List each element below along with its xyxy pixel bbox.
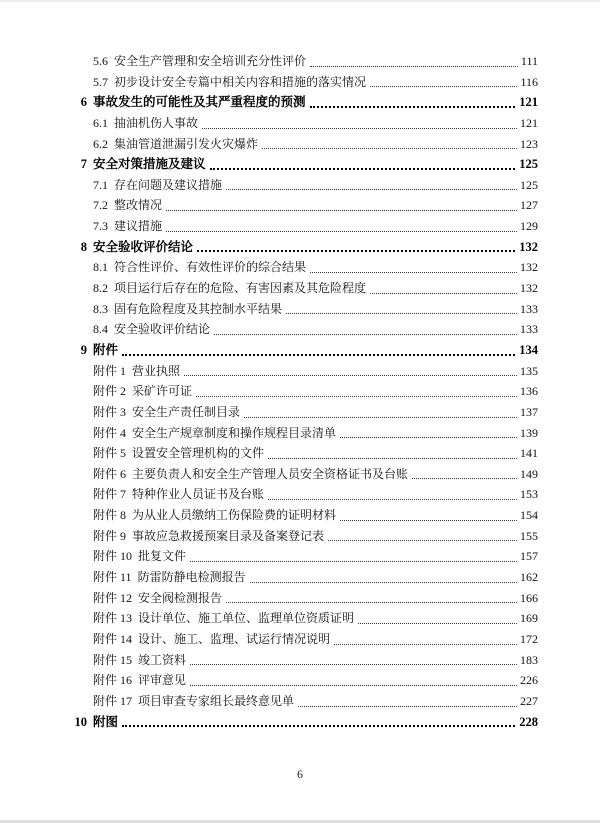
toc-entry [93, 526, 538, 547]
dot-leader [262, 148, 517, 149]
toc-entry-page: 133 [520, 301, 538, 316]
toc-entry-title: 事故发生的可能性及其严重程度的预测 [93, 95, 306, 110]
toc-entry-page: 157 [520, 549, 538, 564]
toc-entry-page: 139 [520, 425, 538, 440]
toc-entry-number: 附件 11 [93, 570, 132, 585]
dot-leader [310, 272, 517, 273]
dot-leader [334, 644, 517, 645]
toc-entry-number: 8.2 [93, 281, 108, 296]
dot-leader [358, 623, 517, 624]
toc-entry-title: 安全生产管理和安全培训充分性评价 [114, 54, 307, 68]
dot-leader [196, 396, 517, 397]
toc-list [74, 51, 538, 732]
dot-leader [340, 520, 517, 521]
dot-leader [268, 499, 517, 500]
toc-entry-number: 附件 12 [93, 590, 133, 605]
toc-entry-title: 设置安全管理机构的文件 [132, 446, 265, 461]
dot-leader [370, 86, 517, 87]
toc-entry-title: 项目运行后存在的危险、有害因素及其危险程度 [114, 281, 367, 296]
dot-leader [268, 458, 517, 459]
dot-leader [226, 602, 517, 603]
toc-entry-number: 附件 16 [93, 673, 133, 688]
toc-entry [74, 154, 538, 175]
scan-edge-top [0, 0, 600, 2]
toc-entry-page: 121 [519, 95, 538, 110]
toc-entry-number: 6 [80, 95, 87, 110]
toc-entry-number: 附件 5 [93, 446, 127, 461]
toc-entry [93, 72, 538, 93]
toc-entry [93, 650, 538, 671]
toc-entry [74, 92, 538, 113]
toc-entry-number: 附件 15 [93, 652, 133, 667]
dot-leader [310, 106, 516, 108]
dot-leader [310, 66, 518, 67]
toc-entry-number: 附件 6 [93, 466, 127, 481]
toc-entry-page: 169 [520, 611, 538, 626]
dot-leader [298, 706, 517, 707]
toc-entry-number: 6.2 [93, 136, 108, 151]
dot-leader [190, 685, 517, 686]
toc-entry-page: 129 [520, 219, 538, 234]
toc-entry [93, 423, 538, 444]
dot-leader [370, 293, 517, 294]
toc-entry-page: 121 [520, 115, 538, 130]
toc-entry-number: 附件 17 [93, 693, 133, 708]
toc-entry-number: 10 [74, 714, 87, 729]
toc-entry-title: 安全生产责任制目录 [132, 404, 241, 419]
toc-entry-page: 111 [520, 54, 538, 68]
toc-entry [93, 546, 538, 567]
toc-entry-title: 附件 [93, 342, 119, 357]
toc-entry [93, 629, 538, 650]
dot-leader [226, 189, 517, 190]
toc-entry-number: 6.1 [93, 115, 108, 130]
toc-entry-title: 营业执照 [132, 363, 181, 378]
toc-entry-page: 226 [520, 673, 538, 688]
toc-entry-title: 事故应急救援预案目录及备案登记表 [132, 528, 325, 543]
dot-leader [184, 375, 517, 376]
toc-entry-title: 批复文件 [138, 549, 187, 564]
toc-entry [93, 278, 538, 299]
toc-entry-title: 集油管道泄漏引发火灾爆炸 [114, 136, 259, 151]
toc-entry-title: 存在问题及建议措施 [114, 177, 223, 192]
toc-entry-page: 137 [520, 404, 538, 419]
toc-entry-number: 7.3 [93, 219, 108, 234]
toc-entry-title: 特种作业人员证书及台账 [132, 487, 265, 502]
toc-entry-title: 安全生产规章制度和操作规程目录清单 [132, 425, 337, 440]
toc-entry-title: 设计单位、施工单位、监理单位资质证明 [138, 611, 355, 626]
dot-leader [166, 231, 517, 232]
toc-entry-page: 136 [520, 384, 538, 399]
toc-entry-page: 127 [520, 198, 538, 213]
toc-entry-title: 固有危险程度及其控制水平结果 [114, 301, 283, 316]
toc-entry-number: 附件 8 [93, 508, 127, 523]
toc-entry-title: 初步设计安全专篇中相关内容和措施的落实情况 [114, 74, 367, 89]
dot-leader [250, 582, 517, 583]
toc-entry-title: 主要负责人和安全生产管理人员安全资格证书及台账 [132, 466, 409, 481]
toc-entry-title: 设计、施工、监理、试运行情况说明 [138, 631, 331, 646]
toc-entry [93, 113, 538, 134]
toc-entry-page: 162 [520, 570, 538, 585]
toc-entry-title: 整改情况 [114, 198, 163, 213]
toc-entry-number: 附件 10 [93, 549, 133, 564]
dot-leader [190, 561, 517, 562]
toc-entry [93, 402, 538, 423]
toc-entry [93, 608, 538, 629]
toc-entry-number: 附件 2 [93, 384, 127, 399]
toc-entry-title: 采矿许可证 [132, 384, 193, 399]
toc-entry [74, 340, 538, 361]
toc-entry-page: 228 [519, 714, 538, 729]
toc-entry-title: 附图 [93, 714, 119, 729]
dot-leader [210, 168, 516, 170]
toc-entry-number: 附件 1 [93, 363, 127, 378]
toc-entry-number: 附件 9 [93, 528, 127, 543]
toc-entry-page: 141 [520, 446, 538, 461]
toc-entry-page: 125 [519, 157, 538, 172]
toc-entry-number: 附件 7 [93, 487, 127, 502]
toc-entry-page: 135 [520, 363, 538, 378]
toc-entry [93, 319, 538, 340]
toc-entry-page: 132 [520, 260, 538, 275]
toc-entry-page: 125 [520, 177, 538, 192]
toc-entry [93, 588, 538, 609]
toc-entry-title: 抽油机伤人事故 [114, 115, 199, 130]
toc-entry-page: 227 [520, 693, 538, 708]
toc-entry [93, 464, 538, 485]
toc-entry-page: 154 [520, 508, 538, 523]
page-number: 6 [297, 767, 303, 781]
toc-entry [93, 216, 538, 237]
toc-entry-number: 9 [80, 342, 87, 357]
toc-entry-title: 安全阀检测报告 [138, 590, 223, 605]
toc-entry-number: 7 [80, 157, 87, 172]
toc-entry-page: 123 [520, 136, 538, 151]
toc-entry [93, 670, 538, 691]
toc-entry-number: 8.1 [93, 260, 108, 275]
toc-entry [93, 51, 538, 72]
toc-entry-number: 7.1 [93, 177, 108, 192]
toc-entry-title: 竣工资料 [138, 652, 187, 667]
dot-leader [340, 437, 517, 438]
toc-entry [74, 237, 538, 258]
toc-entry [93, 484, 538, 505]
toc-entry-number: 附件 13 [93, 611, 133, 626]
toc-entry-page: 134 [519, 342, 538, 357]
dot-leader [122, 354, 515, 356]
toc-entry-page: 149 [520, 466, 538, 481]
toc-entry-page: 153 [520, 487, 538, 502]
toc-entry-number: 5.6 [93, 54, 108, 68]
toc-entry [93, 134, 538, 155]
toc-entry-title: 防雷防静电检测报告 [137, 570, 246, 585]
toc-entry [93, 175, 538, 196]
toc-entry-number: 8.4 [93, 322, 108, 337]
dot-leader [190, 664, 517, 665]
toc-entry-title: 安全验收评价结论 [114, 322, 211, 337]
toc-entry [93, 299, 538, 320]
toc-entry [93, 567, 538, 588]
toc-entry-title: 评审意见 [138, 673, 187, 688]
toc-entry [93, 443, 538, 464]
toc-entry-page: 166 [520, 590, 538, 605]
toc-entry-number: 附件 4 [93, 425, 127, 440]
toc-entry-page: 172 [520, 631, 538, 646]
toc-entry-title: 项目审查专家组长最终意见单 [138, 693, 295, 708]
toc-entry [93, 257, 538, 278]
toc-entry-page: 132 [519, 239, 538, 254]
toc-entry [93, 381, 538, 402]
dot-leader [412, 478, 517, 479]
toc-entry-number: 7.2 [93, 198, 108, 213]
toc-entry-page: 132 [520, 281, 538, 296]
toc-entry [93, 361, 538, 382]
toc-entry-number: 5.7 [93, 74, 108, 89]
toc-entry-title: 安全对策措施及建议 [93, 157, 206, 172]
toc-entry [93, 691, 538, 712]
dot-leader [197, 250, 515, 252]
toc-entry-page: 116 [520, 74, 538, 89]
dot-leader [244, 417, 517, 418]
toc-entry [74, 712, 538, 733]
toc-entry-page: 155 [520, 528, 538, 543]
dot-leader [122, 725, 515, 727]
toc-entry-title: 为从业人员缴纳工伤保险费的证明材料 [132, 508, 337, 523]
toc-entry [93, 195, 538, 216]
toc-entry-number: 8.3 [93, 301, 108, 316]
toc-entry-title: 符合性评价、有效性评价的综合结果 [114, 260, 307, 275]
dot-leader [328, 540, 517, 541]
dot-leader [166, 210, 517, 211]
dot-leader [214, 334, 517, 335]
toc-entry-title: 建议措施 [114, 219, 163, 234]
toc-entry [93, 505, 538, 526]
toc-entry-page: 133 [520, 322, 538, 337]
toc-entry-number: 附件 14 [93, 631, 133, 646]
toc-entry-title: 安全验收评价结论 [93, 239, 194, 254]
toc-entry-number: 8 [80, 239, 87, 254]
toc-entry-page: 183 [520, 652, 538, 667]
dot-leader [202, 128, 517, 129]
dot-leader [286, 313, 517, 314]
toc-entry-number: 附件 3 [93, 404, 127, 419]
